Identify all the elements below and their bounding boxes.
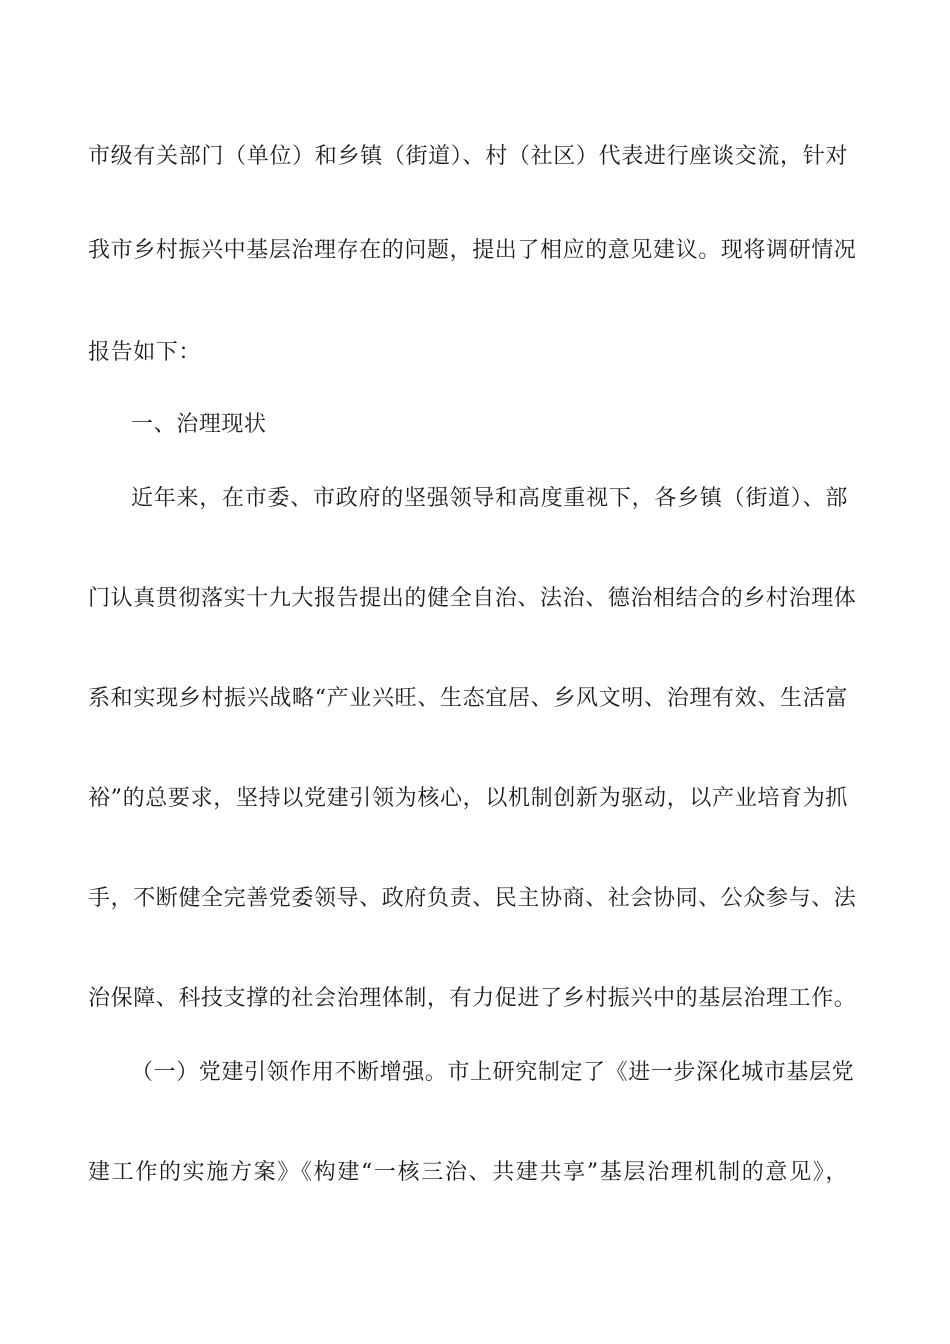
subsection-paragraph-line-1: （一）党建引领作用不断增强。市上研究制定了《进一步深化城市基层党 <box>131 1060 855 1085</box>
subsection-paragraph-line-2: 建工作的实施方案》《构建“一核三治、共建共享”基层治理机制的意见》， <box>88 1160 848 1185</box>
body-text-line-7: 系和实现乡村振兴战略“产业兴旺、生态宜居、乡风文明、治理有效、生活富 <box>88 686 848 711</box>
body-text-line-6: 门认真贯彻落实十九大报告提出的健全自治、法治、德治相结合的乡村治理体 <box>88 586 857 611</box>
section-heading: 一、治理现状 <box>131 412 267 437</box>
body-text-line-8: 裕”的总要求，坚持以党建引领为核心，以机制创新为驱动，以产业培育为抓 <box>88 786 848 811</box>
body-text-line-10: 治保障、科技支撑的社会治理体制，有力促进了乡村振兴中的基层治理工作。 <box>88 986 857 1011</box>
body-text-line-2: 我市乡村振兴中基层治理存在的问题，提出了相应的意见建议。现将调研情况 <box>88 238 857 263</box>
body-text-line-5: 近年来，在市委、市政府的坚强领导和高度重视下，各乡镇（街道）、部 <box>131 486 848 511</box>
body-text-line-9: 手，不断健全完善党委领导、政府负责、民主协商、社会协同、公众参与、法 <box>88 886 857 911</box>
body-text-line-3: 报告如下： <box>88 340 202 365</box>
body-text-line-1: 市级有关部门（单位）和乡镇（街道）、村（社区）代表进行座谈交流，针对 <box>88 144 848 169</box>
